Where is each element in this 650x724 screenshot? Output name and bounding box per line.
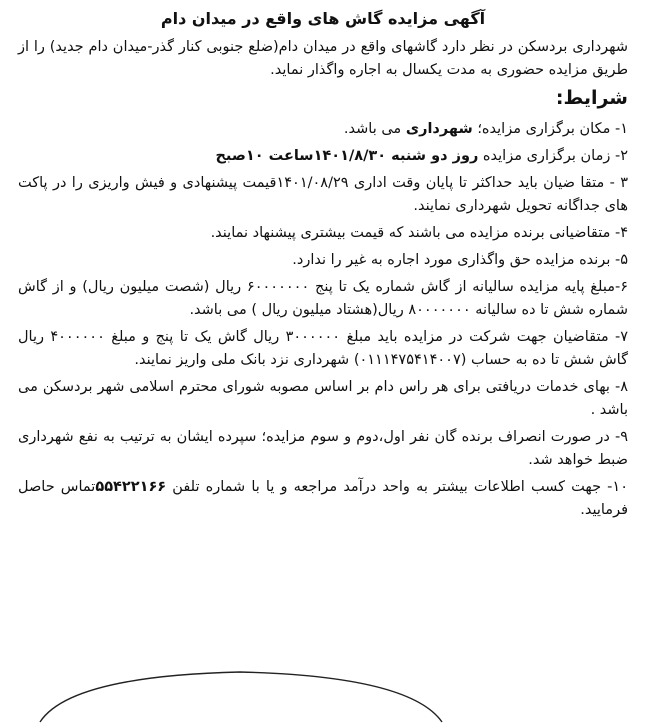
condition-text: متقاضیان جهت شرکت در مزایده باید مبلغ ۳۰۰۰۰۰۰ ریال گاش یک تا پنج و مبلغ ۴۰۰۰۰۰۰ ریال گاش شش تا ده به حساب (۰۱۱۱۴۷۵۴۱۴۰۰۷) شهرداری نزد بانک ملی واریز نمایند. (18, 329, 628, 368)
condition-item (18, 476, 628, 522)
notice-intro: شهرداری بردسکن در نظر دارد گاشهای واقع در میدان دام(ضلع جنوبی کنار گذر-میدان دام جدید) را از طریق مزایده حضوری به مدت یکسال به اجاره واگذار نماید. (18, 39, 628, 78)
condition-text: متقا ضیان باید حداکثر تا پایان وقت اداری ۱۴۰۱/۰۸/۲۹قیمت پیشنهادی و فیش واریزی را در پاکت های جداگانه تحویل شهرداری نمایند. (18, 175, 628, 214)
condition-item (18, 222, 628, 245)
condition-number: ۲- (610, 148, 628, 164)
condition-number: ۸- (609, 379, 629, 395)
phone-number: ۵۵۴۲۲۱۶۶ (95, 479, 167, 495)
condition-item (18, 426, 628, 472)
condition-item (18, 326, 628, 372)
condition-text: مبلغ پایه مزایده سالیانه از گاش شماره یک تا پنج ۶۰۰۰۰۰۰۰ ریال (شصت میلیون ریال) و از گاش شماره شش تا ده سالیانه ۸۰۰۰۰۰۰۰ ریال(هشتاد میلیون ریال ) می باشد. (18, 279, 628, 318)
condition-text-end: تماس حاصل فرمایید. (18, 479, 628, 518)
condition-text: برنده مزایده حق واگذاری مورد اجاره به غیر را ندارد. (292, 252, 611, 268)
condition-bold-text: روز دو شنبه ۱۴۰۱/۸/۳۰ساعت ۱۰صبح (215, 148, 479, 164)
condition-text: مکان برگزاری مزایده؛ (472, 121, 611, 137)
condition-item (18, 118, 628, 141)
condition-item (18, 276, 628, 322)
condition-number: ۶- (614, 279, 628, 295)
condition-text-end: می باشد. (343, 121, 406, 137)
condition-number: ۷- (608, 329, 628, 345)
condition-item (18, 145, 628, 168)
condition-text: متقاضیانی برنده مزایده می باشند که قیمت بیشتری پیشنهاد نمایند. (210, 225, 611, 241)
condition-text: زمان برگزاری مزایده (478, 148, 611, 164)
condition-item (18, 172, 628, 218)
condition-number: ۱- (610, 121, 628, 137)
condition-item (18, 249, 628, 272)
stamp-arc-mark (30, 664, 450, 724)
notice-title: آگهی مزایده گاش های واقع در میدان دام (160, 9, 486, 28)
condition-text: جهت کسب اطلاعات بیشتر به واحد درآمد مراجعه و یا با شماره تلفن (166, 479, 602, 495)
condition-number: ۵- (610, 252, 628, 268)
condition-item (18, 376, 628, 422)
condition-bold-text: شهرداری (405, 121, 473, 137)
condition-text: در صورت انصراف برنده گان نفر اول،دوم و سوم مزایده؛ سپرده ایشان به ترتیب به نفع شهرداری ضبط خواهد شد. (18, 429, 628, 468)
conditions-heading: شرایط: (555, 87, 628, 109)
condition-text: بهای خدمات دریافتی برای هر راس دام بر اساس مصوبه شورای محترم اسلامی شهر بردسکن می باشد . (18, 379, 628, 418)
condition-number: ۴- (610, 225, 628, 241)
condition-number: ۹- (609, 429, 629, 445)
condition-number: ۳ - (604, 175, 628, 191)
condition-number: ۱۰- (601, 479, 628, 495)
